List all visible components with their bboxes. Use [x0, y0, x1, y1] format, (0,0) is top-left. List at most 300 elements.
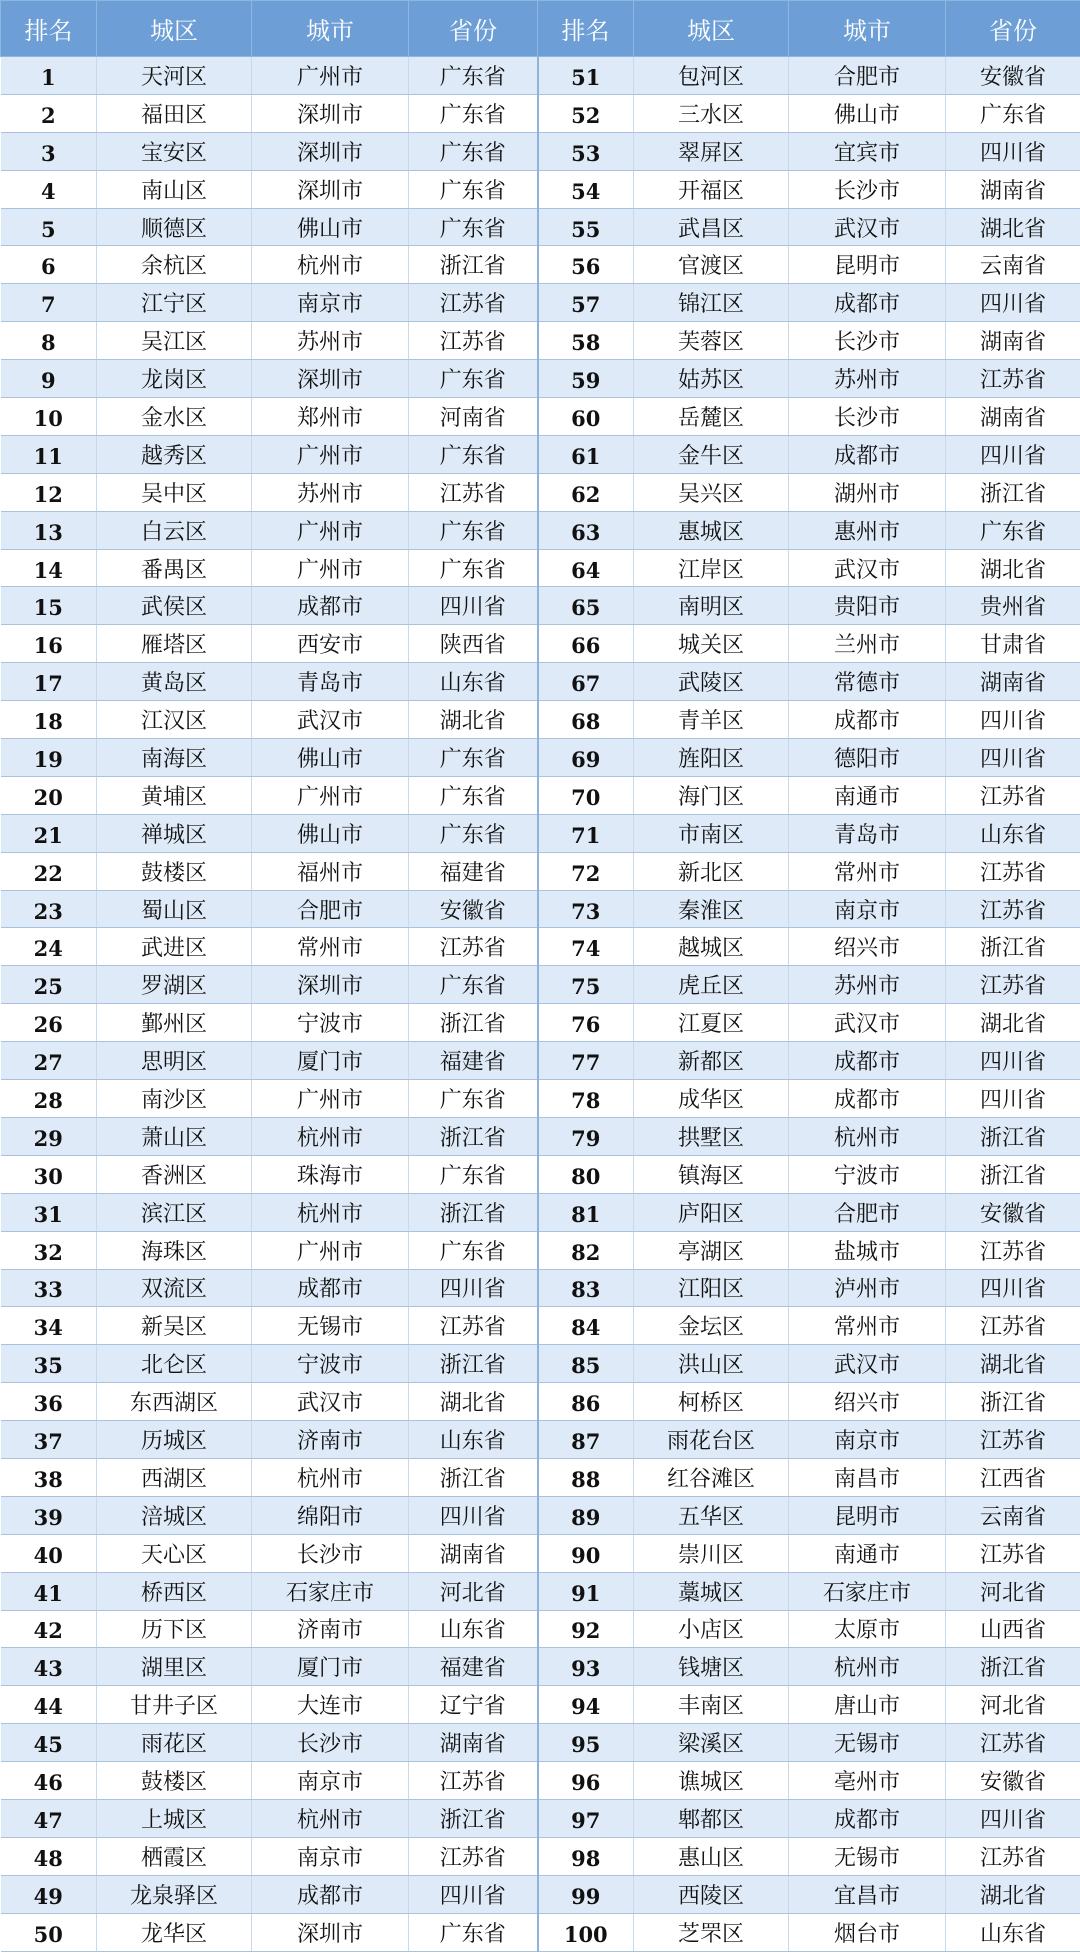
cell-rank-right: 74 — [538, 928, 634, 966]
cell-rank-left: 24 — [1, 928, 97, 966]
cell-district-right: 小店区 — [634, 1610, 789, 1648]
cell-city-right: 常德市 — [789, 663, 946, 701]
table-header-row — [1, 1, 1080, 57]
cell-province-left: 福建省 — [409, 1648, 538, 1686]
cell-city-right: 德阳市 — [789, 739, 946, 777]
cell-rank-left: 11 — [1, 435, 97, 473]
cell-rank-left: 17 — [1, 663, 97, 701]
cell-city-right: 武汉市 — [789, 549, 946, 587]
cell-district-left: 鼓楼区 — [97, 1762, 252, 1800]
cell-province-right: 甘肃省 — [946, 625, 1080, 663]
cell-province-right: 山东省 — [946, 1913, 1080, 1951]
cell-district-right: 江阳区 — [634, 1269, 789, 1307]
cell-city-right: 太原市 — [789, 1610, 946, 1648]
cell-district-left: 南沙区 — [97, 1080, 252, 1118]
cell-province-right: 四川省 — [946, 132, 1080, 170]
cell-district-left: 吴江区 — [97, 322, 252, 360]
cell-district-right: 城关区 — [634, 625, 789, 663]
cell-district-right: 红谷滩区 — [634, 1458, 789, 1496]
cell-rank-right: 54 — [538, 170, 634, 208]
cell-district-left: 武进区 — [97, 928, 252, 966]
cell-rank-right: 78 — [538, 1080, 634, 1118]
cell-district-right: 芝罘区 — [634, 1913, 789, 1951]
cell-district-left: 福田区 — [97, 94, 252, 132]
cell-province-left: 广东省 — [409, 57, 538, 95]
cell-rank-right: 69 — [538, 739, 634, 777]
table-row — [1, 322, 1080, 360]
cell-city-right: 成都市 — [789, 1799, 946, 1837]
cell-city-left: 南京市 — [252, 1762, 409, 1800]
cell-district-right: 越城区 — [634, 928, 789, 966]
cell-rank-right: 51 — [538, 57, 634, 95]
cell-province-right: 浙江省 — [946, 473, 1080, 511]
cell-rank-left: 46 — [1, 1762, 97, 1800]
cell-rank-left: 29 — [1, 1117, 97, 1155]
cell-rank-left: 26 — [1, 1004, 97, 1042]
cell-province-left: 江苏省 — [409, 1762, 538, 1800]
cell-city-left: 杭州市 — [252, 1458, 409, 1496]
cell-province-left: 江苏省 — [409, 1307, 538, 1345]
cell-rank-left: 39 — [1, 1496, 97, 1534]
cell-district-right: 丰南区 — [634, 1686, 789, 1724]
table-row — [1, 1117, 1080, 1155]
cell-province-right: 四川省 — [946, 701, 1080, 739]
cell-city-left: 大连市 — [252, 1686, 409, 1724]
cell-province-right: 江苏省 — [946, 1307, 1080, 1345]
cell-province-left: 江苏省 — [409, 928, 538, 966]
cell-city-left: 宁波市 — [252, 1345, 409, 1383]
cell-district-left: 蜀山区 — [97, 890, 252, 928]
cell-district-right: 郫都区 — [634, 1799, 789, 1837]
cell-city-left: 深圳市 — [252, 94, 409, 132]
cell-city-left: 深圳市 — [252, 360, 409, 398]
cell-city-right: 唐山市 — [789, 1686, 946, 1724]
cell-city-right: 成都市 — [789, 435, 946, 473]
cell-city-left: 济南市 — [252, 1421, 409, 1459]
cell-city-right: 南通市 — [789, 1534, 946, 1572]
cell-rank-left: 3 — [1, 132, 97, 170]
table-row — [1, 966, 1080, 1004]
cell-province-right: 广东省 — [946, 94, 1080, 132]
cell-rank-left: 21 — [1, 814, 97, 852]
cell-rank-left: 4 — [1, 170, 97, 208]
cell-rank-right: 90 — [538, 1534, 634, 1572]
cell-rank-right: 66 — [538, 625, 634, 663]
table-row — [1, 246, 1080, 284]
cell-district-left: 新吴区 — [97, 1307, 252, 1345]
cell-rank-right: 75 — [538, 966, 634, 1004]
cell-district-left: 北仑区 — [97, 1345, 252, 1383]
cell-rank-right: 56 — [538, 246, 634, 284]
cell-rank-right: 52 — [538, 94, 634, 132]
cell-city-right: 湖州市 — [789, 473, 946, 511]
cell-district-right: 武陵区 — [634, 663, 789, 701]
cell-rank-left: 38 — [1, 1458, 97, 1496]
cell-province-right: 江苏省 — [946, 1837, 1080, 1875]
cell-province-right: 河北省 — [946, 1686, 1080, 1724]
cell-rank-left: 32 — [1, 1231, 97, 1269]
cell-rank-right: 100 — [538, 1913, 634, 1951]
cell-city-right: 成都市 — [789, 284, 946, 322]
cell-rank-left: 50 — [1, 1913, 97, 1951]
cell-province-right: 浙江省 — [946, 1648, 1080, 1686]
cell-province-left: 广东省 — [409, 549, 538, 587]
cell-city-left: 厦门市 — [252, 1042, 409, 1080]
cell-city-left: 广州市 — [252, 57, 409, 95]
cell-province-right: 江苏省 — [946, 852, 1080, 890]
cell-city-left: 南京市 — [252, 1837, 409, 1875]
cell-province-left: 辽宁省 — [409, 1686, 538, 1724]
table-row — [1, 739, 1080, 777]
table-row — [1, 1269, 1080, 1307]
cell-province-left: 广东省 — [409, 435, 538, 473]
cell-city-right: 南通市 — [789, 776, 946, 814]
cell-district-left: 历下区 — [97, 1610, 252, 1648]
cell-province-left: 浙江省 — [409, 1193, 538, 1231]
cell-district-left: 雨花区 — [97, 1724, 252, 1762]
cell-province-left: 广东省 — [409, 814, 538, 852]
cell-province-left: 安徽省 — [409, 890, 538, 928]
cell-district-right: 镇海区 — [634, 1155, 789, 1193]
table-row — [1, 360, 1080, 398]
cell-district-left: 龙华区 — [97, 1913, 252, 1951]
cell-rank-right: 99 — [538, 1875, 634, 1913]
table-row — [1, 511, 1080, 549]
cell-rank-right: 64 — [538, 549, 634, 587]
cell-city-left: 广州市 — [252, 1080, 409, 1118]
cell-province-left: 广东省 — [409, 208, 538, 246]
cell-city-left: 珠海市 — [252, 1155, 409, 1193]
cell-province-left: 广东省 — [409, 1231, 538, 1269]
cell-province-right: 四川省 — [946, 435, 1080, 473]
cell-rank-left: 15 — [1, 587, 97, 625]
cell-city-left: 武汉市 — [252, 701, 409, 739]
cell-province-right: 四川省 — [946, 1080, 1080, 1118]
table-row — [1, 1762, 1080, 1800]
cell-rank-right: 93 — [538, 1648, 634, 1686]
cell-district-right: 姑苏区 — [634, 360, 789, 398]
cell-district-right: 江岸区 — [634, 549, 789, 587]
table-row — [1, 1913, 1080, 1951]
cell-district-left: 白云区 — [97, 511, 252, 549]
table-row — [1, 1193, 1080, 1231]
cell-district-left: 金水区 — [97, 398, 252, 436]
cell-district-left: 武侯区 — [97, 587, 252, 625]
table-row — [1, 663, 1080, 701]
cell-city-left: 成都市 — [252, 1269, 409, 1307]
table-row — [1, 435, 1080, 473]
cell-city-left: 南京市 — [252, 284, 409, 322]
cell-district-right: 西陵区 — [634, 1875, 789, 1913]
cell-rank-left: 36 — [1, 1383, 97, 1421]
cell-rank-left: 44 — [1, 1686, 97, 1724]
cell-city-right: 佛山市 — [789, 94, 946, 132]
cell-city-right: 石家庄市 — [789, 1572, 946, 1610]
cell-province-left: 广东省 — [409, 360, 538, 398]
cell-city-right: 苏州市 — [789, 360, 946, 398]
cell-rank-left: 41 — [1, 1572, 97, 1610]
cell-rank-left: 28 — [1, 1080, 97, 1118]
cell-city-left: 福州市 — [252, 852, 409, 890]
cell-city-right: 武汉市 — [789, 1004, 946, 1042]
cell-city-right: 成都市 — [789, 1042, 946, 1080]
cell-city-left: 绵阳市 — [252, 1496, 409, 1534]
table-row — [1, 94, 1080, 132]
header-district-left: 城区 — [97, 1, 252, 57]
cell-rank-right: 71 — [538, 814, 634, 852]
table-row — [1, 549, 1080, 587]
cell-rank-left: 42 — [1, 1610, 97, 1648]
cell-rank-right: 53 — [538, 132, 634, 170]
cell-rank-right: 92 — [538, 1610, 634, 1648]
cell-rank-right: 86 — [538, 1383, 634, 1421]
cell-district-right: 市南区 — [634, 814, 789, 852]
cell-city-left: 深圳市 — [252, 1913, 409, 1951]
cell-district-right: 新北区 — [634, 852, 789, 890]
cell-city-left: 合肥市 — [252, 890, 409, 928]
cell-district-left: 东西湖区 — [97, 1383, 252, 1421]
cell-province-left: 四川省 — [409, 1496, 538, 1534]
cell-city-right: 南昌市 — [789, 1458, 946, 1496]
header-city-left: 城市 — [252, 1, 409, 57]
cell-city-left: 石家庄市 — [252, 1572, 409, 1610]
cell-province-right: 贵州省 — [946, 587, 1080, 625]
cell-district-left: 上城区 — [97, 1799, 252, 1837]
cell-city-left: 广州市 — [252, 511, 409, 549]
cell-province-right: 江苏省 — [946, 360, 1080, 398]
cell-city-left: 郑州市 — [252, 398, 409, 436]
cell-city-right: 苏州市 — [789, 966, 946, 1004]
cell-city-right: 杭州市 — [789, 1648, 946, 1686]
cell-rank-left: 31 — [1, 1193, 97, 1231]
cell-rank-right: 87 — [538, 1421, 634, 1459]
cell-city-left: 广州市 — [252, 776, 409, 814]
cell-city-right: 青岛市 — [789, 814, 946, 852]
cell-province-left: 福建省 — [409, 1042, 538, 1080]
table-row — [1, 1231, 1080, 1269]
cell-district-right: 旌阳区 — [634, 739, 789, 777]
cell-rank-left: 10 — [1, 398, 97, 436]
cell-district-left: 西湖区 — [97, 1458, 252, 1496]
cell-rank-left: 2 — [1, 94, 97, 132]
cell-city-right: 成都市 — [789, 1080, 946, 1118]
cell-city-left: 苏州市 — [252, 322, 409, 360]
cell-rank-left: 23 — [1, 890, 97, 928]
cell-rank-right: 65 — [538, 587, 634, 625]
cell-province-left: 广东省 — [409, 1155, 538, 1193]
table-row — [1, 1421, 1080, 1459]
cell-district-left: 禅城区 — [97, 814, 252, 852]
cell-province-left: 浙江省 — [409, 1117, 538, 1155]
cell-province-right: 江苏省 — [946, 890, 1080, 928]
cell-district-left: 江汉区 — [97, 701, 252, 739]
cell-rank-left: 16 — [1, 625, 97, 663]
cell-district-right: 金坛区 — [634, 1307, 789, 1345]
cell-city-right: 盐城市 — [789, 1231, 946, 1269]
cell-city-left: 常州市 — [252, 928, 409, 966]
table-row — [1, 284, 1080, 322]
cell-city-left: 杭州市 — [252, 246, 409, 284]
cell-city-right: 武汉市 — [789, 208, 946, 246]
cell-province-right: 湖北省 — [946, 1004, 1080, 1042]
cell-rank-left: 43 — [1, 1648, 97, 1686]
table-row — [1, 1724, 1080, 1762]
cell-city-right: 杭州市 — [789, 1117, 946, 1155]
cell-rank-left: 8 — [1, 322, 97, 360]
cell-city-right: 无锡市 — [789, 1837, 946, 1875]
cell-province-left: 广东省 — [409, 132, 538, 170]
cell-city-left: 西安市 — [252, 625, 409, 663]
cell-city-left: 佛山市 — [252, 739, 409, 777]
table-row — [1, 1345, 1080, 1383]
cell-province-left: 浙江省 — [409, 1004, 538, 1042]
cell-province-left: 河北省 — [409, 1572, 538, 1610]
cell-rank-right: 61 — [538, 435, 634, 473]
cell-city-left: 深圳市 — [252, 966, 409, 1004]
cell-rank-left: 9 — [1, 360, 97, 398]
cell-province-right: 安徽省 — [946, 1193, 1080, 1231]
cell-district-right: 武昌区 — [634, 208, 789, 246]
cell-province-left: 湖北省 — [409, 1383, 538, 1421]
cell-city-left: 杭州市 — [252, 1799, 409, 1837]
cell-district-left: 萧山区 — [97, 1117, 252, 1155]
cell-rank-right: 63 — [538, 511, 634, 549]
cell-province-right: 湖北省 — [946, 549, 1080, 587]
cell-province-left: 广东省 — [409, 966, 538, 1004]
cell-district-right: 惠山区 — [634, 1837, 789, 1875]
cell-rank-left: 18 — [1, 701, 97, 739]
cell-district-right: 拱墅区 — [634, 1117, 789, 1155]
cell-rank-right: 76 — [538, 1004, 634, 1042]
cell-province-left: 江苏省 — [409, 473, 538, 511]
cell-province-left: 山东省 — [409, 663, 538, 701]
cell-rank-right: 96 — [538, 1762, 634, 1800]
cell-province-right: 四川省 — [946, 1799, 1080, 1837]
table-row — [1, 1648, 1080, 1686]
cell-district-right: 开福区 — [634, 170, 789, 208]
cell-district-left: 番禺区 — [97, 549, 252, 587]
cell-rank-right: 62 — [538, 473, 634, 511]
cell-province-right: 四川省 — [946, 1269, 1080, 1307]
cell-district-right: 梁溪区 — [634, 1724, 789, 1762]
cell-province-right: 山西省 — [946, 1610, 1080, 1648]
cell-city-left: 深圳市 — [252, 170, 409, 208]
table-row — [1, 1004, 1080, 1042]
cell-city-left: 济南市 — [252, 1610, 409, 1648]
cell-province-left: 浙江省 — [409, 1799, 538, 1837]
cell-city-left: 宁波市 — [252, 1004, 409, 1042]
table-row — [1, 1080, 1080, 1118]
table-row — [1, 1042, 1080, 1080]
table-row — [1, 776, 1080, 814]
cell-rank-right: 58 — [538, 322, 634, 360]
cell-district-right: 庐阳区 — [634, 1193, 789, 1231]
cell-district-right: 岳麓区 — [634, 398, 789, 436]
cell-district-left: 黄埔区 — [97, 776, 252, 814]
cell-rank-left: 13 — [1, 511, 97, 549]
cell-rank-left: 5 — [1, 208, 97, 246]
cell-district-right: 芙蓉区 — [634, 322, 789, 360]
cell-province-left: 浙江省 — [409, 1458, 538, 1496]
cell-province-right: 浙江省 — [946, 928, 1080, 966]
cell-district-right: 五华区 — [634, 1496, 789, 1534]
cell-province-left: 浙江省 — [409, 246, 538, 284]
cell-province-left: 广东省 — [409, 776, 538, 814]
cell-district-right: 吴兴区 — [634, 473, 789, 511]
cell-rank-right: 94 — [538, 1686, 634, 1724]
cell-rank-left: 6 — [1, 246, 97, 284]
cell-rank-left: 25 — [1, 966, 97, 1004]
table-row — [1, 587, 1080, 625]
cell-city-right: 成都市 — [789, 701, 946, 739]
cell-city-left: 青岛市 — [252, 663, 409, 701]
cell-rank-left: 47 — [1, 1799, 97, 1837]
cell-province-right: 山东省 — [946, 814, 1080, 852]
cell-district-right: 洪山区 — [634, 1345, 789, 1383]
header-district-right: 城区 — [634, 1, 789, 57]
cell-district-left: 鄞州区 — [97, 1004, 252, 1042]
table-row — [1, 1383, 1080, 1421]
cell-province-right: 江苏省 — [946, 776, 1080, 814]
cell-province-left: 浙江省 — [409, 1345, 538, 1383]
cell-rank-right: 85 — [538, 1345, 634, 1383]
cell-province-left: 福建省 — [409, 852, 538, 890]
cell-rank-left: 33 — [1, 1269, 97, 1307]
cell-rank-right: 57 — [538, 284, 634, 322]
cell-city-right: 泸州市 — [789, 1269, 946, 1307]
cell-district-right: 惠城区 — [634, 511, 789, 549]
cell-city-left: 杭州市 — [252, 1193, 409, 1231]
cell-city-left: 杭州市 — [252, 1117, 409, 1155]
table-row — [1, 132, 1080, 170]
cell-rank-left: 22 — [1, 852, 97, 890]
cell-rank-left: 37 — [1, 1421, 97, 1459]
cell-city-right: 惠州市 — [789, 511, 946, 549]
cell-district-left: 罗湖区 — [97, 966, 252, 1004]
cell-rank-left: 20 — [1, 776, 97, 814]
cell-province-left: 广东省 — [409, 94, 538, 132]
cell-province-left: 江苏省 — [409, 284, 538, 322]
table-row — [1, 1837, 1080, 1875]
cell-rank-left: 7 — [1, 284, 97, 322]
cell-rank-right: 95 — [538, 1724, 634, 1762]
cell-rank-right: 55 — [538, 208, 634, 246]
cell-province-right: 湖南省 — [946, 322, 1080, 360]
cell-district-left: 历城区 — [97, 1421, 252, 1459]
table-row — [1, 890, 1080, 928]
cell-district-left: 天心区 — [97, 1534, 252, 1572]
cell-rank-left: 35 — [1, 1345, 97, 1383]
cell-district-right: 柯桥区 — [634, 1383, 789, 1421]
table-row — [1, 1307, 1080, 1345]
table-row — [1, 1496, 1080, 1534]
cell-province-right: 四川省 — [946, 284, 1080, 322]
cell-city-right: 宁波市 — [789, 1155, 946, 1193]
cell-city-right: 常州市 — [789, 852, 946, 890]
cell-province-right: 云南省 — [946, 1496, 1080, 1534]
cell-province-left: 陕西省 — [409, 625, 538, 663]
cell-rank-right: 81 — [538, 1193, 634, 1231]
cell-city-left: 佛山市 — [252, 208, 409, 246]
cell-district-right: 青羊区 — [634, 701, 789, 739]
table-row — [1, 1610, 1080, 1648]
cell-rank-right: 59 — [538, 360, 634, 398]
cell-district-left: 海珠区 — [97, 1231, 252, 1269]
table-row — [1, 1458, 1080, 1496]
table-row — [1, 625, 1080, 663]
cell-rank-right: 77 — [538, 1042, 634, 1080]
cell-district-right: 新都区 — [634, 1042, 789, 1080]
